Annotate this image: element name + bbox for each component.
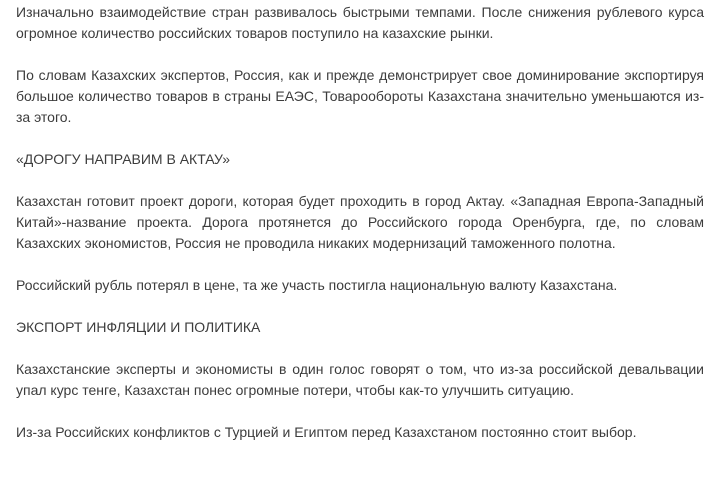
paragraph-road-project: Казахстан готовит проект дороги, которая будет проходить в город Актау. «Западная Европа-Западный Китай»-название проекта. Дорога протянется до Российского города Оренбурга, где, по словам Казахских экономистов, Россия не проводила никаких модернизаций таможенного полотна.	[16, 193, 704, 251]
paragraph-devaluation: Казахстанские эксперты и экономисты в один голос говорят о том, что из-за российской девальвации упал курс тенге, Казахстан понес огромные потери, чтобы как-то улучшить ситуацию.	[16, 361, 704, 398]
paragraph-intro: Изначально взаимодействие стран развивалось быстрыми темпами. После снижения рублевого курса огромное количество российских товаров поступило на казахские рынки.	[16, 4, 704, 41]
section-heading-road: «ДОРОГУ НАПРАВИМ В АКТАУ»	[16, 151, 231, 167]
paragraph-experts-russia: По словам Казахских экспертов, Россия, как и прежде демонстрирует свое доминирование экспортируя большое количество товаров в страны ЕАЭС, Товарообороты Казахстана значительно уменьшаются из-за этого.	[16, 67, 704, 125]
section-heading-inflation: ЭКСПОРТ ИНФЛЯЦИИ И ПОЛИТИКА	[16, 319, 261, 335]
paragraph-conflicts: Из-за Российских конфликтов с Турцией и Египтом перед Казахстаном постоянно стоит выбор.	[16, 424, 637, 440]
paragraph-ruble: Российский рубль потерял в цене, та же участь постигла национальную валюту Казахстана.	[16, 277, 618, 293]
